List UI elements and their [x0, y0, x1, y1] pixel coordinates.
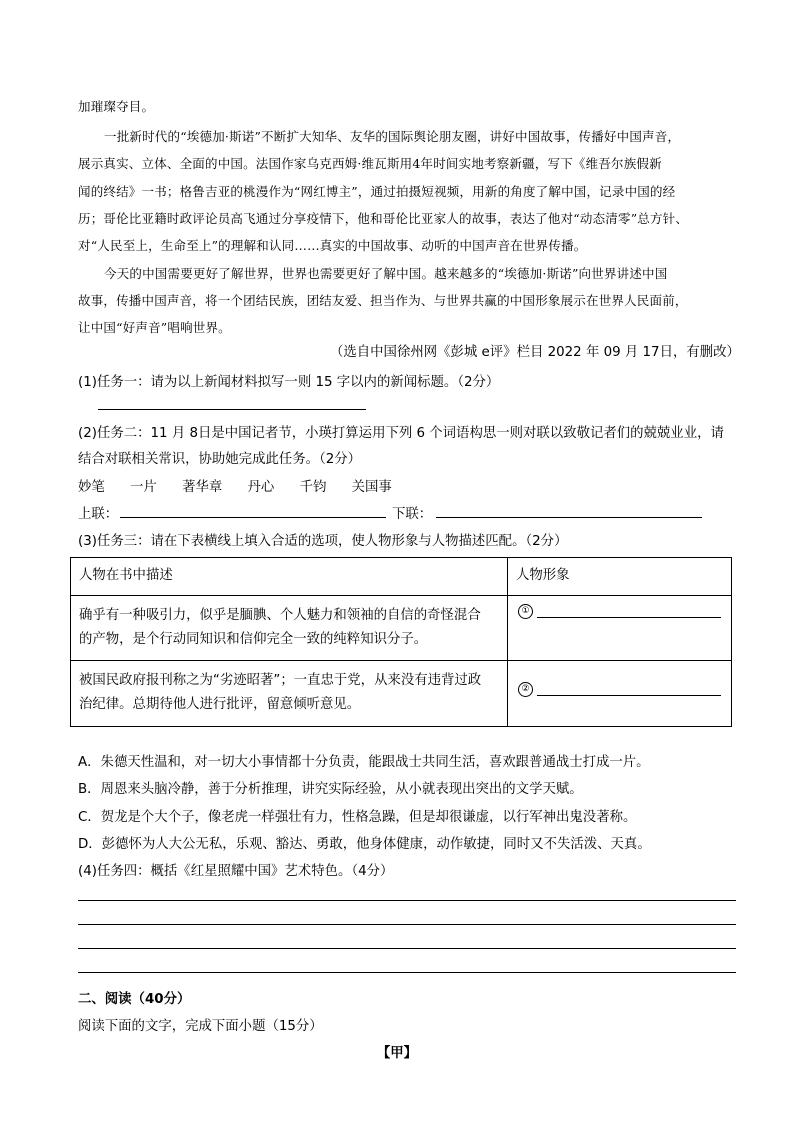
section2-subheading: 【甲】 [376, 1046, 418, 1061]
lower-couplet-answer-line[interactable] [436, 517, 702, 518]
task4-answer-line[interactable] [78, 972, 736, 973]
lower-couplet-label: 下联： [392, 507, 433, 522]
word-item: 著华章 [182, 480, 223, 495]
word-item: 关国事 [351, 480, 392, 495]
passage-line: 今天的中国需要更好了解世界，世界也需要更好了解中国。越来越多的“埃德加·斯诺”向世界讲述中国 [104, 266, 668, 281]
task2-prompt-line1: (2)任务二：11 月 8日是中国记者节，小瑛打算运用下列 6 个词语构思一则对联以致敬记者们的兢兢业业，请 [78, 426, 724, 441]
task2-prompt-line2: 结合对联相关常识，协助她完成此任务。（2分） [78, 452, 362, 467]
passage-line: 让中国“好声音”唱响世界。 [78, 320, 231, 335]
marker-2: ② [518, 682, 533, 697]
passage-line: 历；哥伦比亚籍时政评论员高飞通过分享疫情下，他和哥伦比亚家人的故事，表达了他对“动态清零”总方针、 [78, 211, 689, 226]
option-b: B．周恩来头脑冷静，善于分析推理，讲究实际经验，从小就表现出突出的文学天赋。 [78, 782, 583, 797]
table-row [71, 661, 732, 727]
passage-line: 一批新时代的“埃德加·斯诺”不断扩大知华、友华的国际舆论朋友圈，讲好中国故事，传播好中国声音， [104, 129, 681, 144]
word-item: 一片 [130, 480, 157, 495]
passage-line: 展示真实、立体、全面的中国。法国作家乌克西姆·维瓦斯用4年时间实地考察新疆，写下《维吾尔族假新 [78, 156, 662, 171]
section2-instruction: 阅读下面的文字，完成下面小题（15分） [78, 1019, 323, 1034]
option-a: A．朱德天性温和，对一切大小事情都十分负责，能跟战士共同生活，喜欢跟普通战士打成一片。 [78, 755, 650, 770]
task1-prompt: (1)任务一：请为以上新闻材料拟写一则 15 字以内的新闻标题。（2分） [78, 375, 500, 390]
task3-prompt: (3)任务三：请在下表横线上填入合适的选项，使人物形象与人物描述匹配。（2分） [78, 534, 568, 549]
passage-line: 故事，传播中国声音，将一个团结民族，团结友爱、担当作为、与世界共赢的中国形象展示在世界人民面前， [78, 293, 688, 308]
marker-1: ① [518, 604, 533, 619]
character-match-table [70, 557, 732, 727]
option-c: C．贺龙是个大个子，像老虎一样强壮有力，性格急躁，但是却很谦虚，以行军神出鬼没著称。 [78, 810, 637, 825]
passage-source: （选自中国徐州网《彭城 e评》栏目 2022 年 09 月 17日，有删改） [330, 345, 740, 360]
word-item: 丹心 [247, 480, 275, 495]
upper-couplet-answer-line[interactable] [120, 517, 386, 518]
task4-answer-line[interactable] [78, 900, 736, 901]
task4-answer-line[interactable] [78, 924, 736, 925]
task4-answer-line[interactable] [78, 948, 736, 949]
task2-word-list [78, 476, 413, 495]
table-cell-description: 确乎有一种吸引力，似乎是腼腆、个人魅力和领袖的自信的奇怪混合 的产物，是个行动同知识和信仰完全一致的纯粹知识分子。 [71, 596, 508, 661]
table-cell-answer [508, 661, 732, 727]
option-d: D．彭德怀为人大公无私，乐观、豁达、勇敢，他身体健康，动作敏捷，同时又不失活泼、天真。 [78, 837, 651, 852]
passage-line: 加璀璨夺目。 [78, 99, 155, 114]
answer-1-line[interactable] [537, 605, 721, 618]
table-header-image: 人物形象 [508, 558, 732, 596]
passage-line: 对“人民至上，生命至上”的理解和认同……真实的中国故事、动听的中国声音在世界传播。 [78, 238, 587, 253]
task4-prompt: (4)任务四：概括《红星照耀中国》艺术特色。（4分） [78, 864, 394, 879]
section2-heading: 二、阅读（40分） [78, 992, 191, 1007]
word-item: 千钧 [299, 480, 327, 495]
answer-2-line[interactable] [537, 683, 721, 696]
table-cell-description: 被国民政府报刊称之为“劣迹昭著”；一直忠于党，从来没有违背过政 治纪律。总期待他人进行批评，留意倾听意见。 [71, 661, 508, 727]
word-item: 妙笔 [78, 480, 105, 495]
upper-couplet-label: 上联： [78, 507, 119, 522]
table-row [71, 596, 732, 661]
task1-answer-line[interactable] [98, 409, 366, 410]
table-header-description: 人物在书中描述 [71, 558, 508, 596]
passage-line: 闻的终结》一书；格鲁吉亚的桃漫作为“网红博主”，通过拍摄短视频，用新的角度了解中国，记录中国的经 [78, 184, 676, 199]
table-cell-answer [508, 596, 732, 661]
